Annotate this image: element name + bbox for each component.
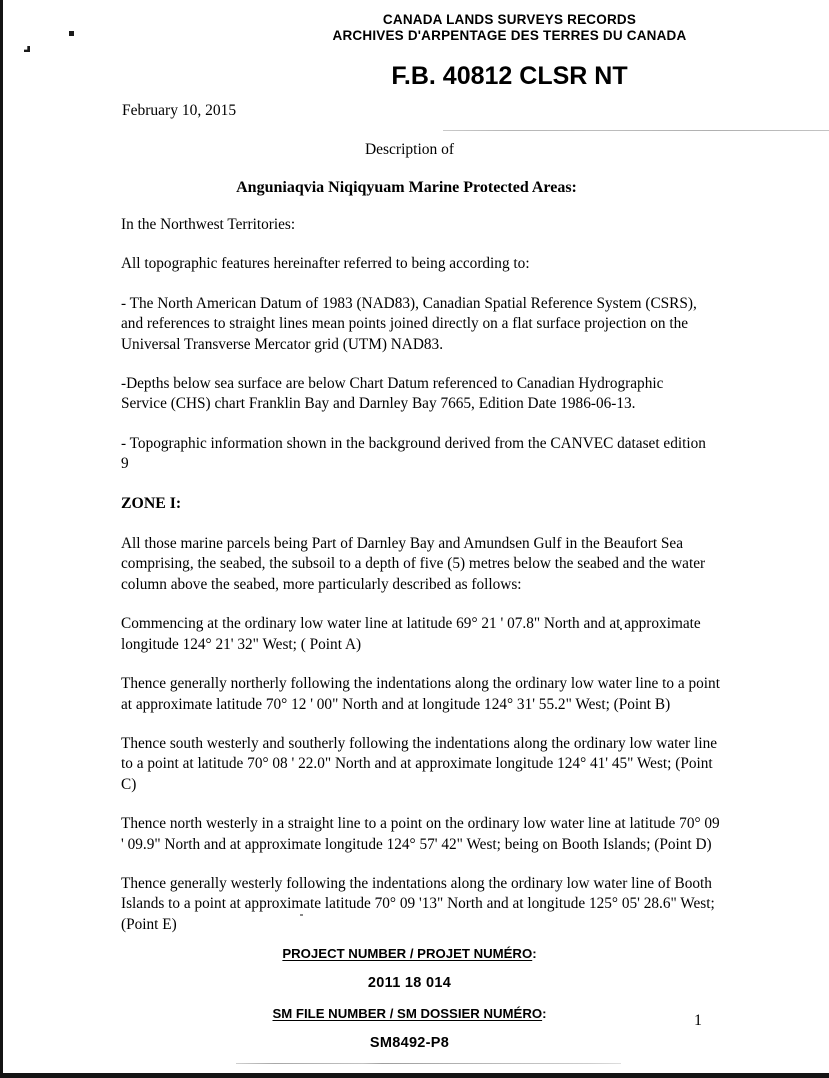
body-paragraph: All topographic features hereinafter referred to being according to: xyxy=(121,255,530,273)
records-header-line-2: ARCHIVES D'ARPENTAGE DES TERRES DU CANADA xyxy=(332,28,687,43)
field-book-number: F.B. 40812 CLSR NT xyxy=(391,62,628,90)
page-title: Anguniaqvia Niqiqyuam Marine Protected Areas: xyxy=(236,179,577,196)
scan-artifact-rule-bottom xyxy=(236,1063,621,1064)
document-date: February 10, 2015 xyxy=(122,102,237,119)
project-number-label-colon: : xyxy=(532,946,537,961)
project-number-label xyxy=(0,946,829,961)
zone-paragraph: All those marine parcels being Part of Darnley Bay and Amundsen Gulf in the Beaufort Sea comprising, the seabed, the subsoil to a depth of five (5) metres below the seabed and the water column above the seabed, more particularly described as follows: xyxy=(121,535,706,593)
project-number-label-text: PROJECT NUMBER / PROJET NUMÉRO xyxy=(282,946,533,961)
zone-paragraph: Thence generally northerly following the indentations along the ordinary low water line to a point at approximate latitude 70° 12 ' 00" North and at longitude 124° 31' 55.2" West; (Point B) xyxy=(121,675,720,713)
scan-edge-bottom xyxy=(0,1073,829,1078)
page-number: 1 xyxy=(694,1012,702,1029)
sm-file-number-label-text: SM FILE NUMBER / SM DOSSIER NUMÉRO xyxy=(272,1006,543,1021)
zone-paragraph: Commencing at the ordinary low water line at latitude 69° 21 ' 07.8" North and at approximate longitude 124° 21' 32" West; ( Point A) xyxy=(121,615,701,653)
body-paragraph: In the Northwest Territories: xyxy=(121,216,296,233)
sm-file-number-label-colon: : xyxy=(542,1006,547,1021)
project-number-value: 2011 18 014 xyxy=(367,975,452,991)
scan-edge-left xyxy=(0,0,3,1078)
zone-paragraph: Thence generally westerly following the indentations along the ordinary low water line of Booth Islands to a point at approximate latitude 70° 09 '13" North and at longitude 125° 05' 28.6" West; (Point E) xyxy=(121,874,715,933)
description-of-label: Description of xyxy=(364,141,455,158)
zone-paragraph: Thence south westerly and southerly following the indentations along the ordinary low water line to a point at latitude 70° 08 ' 22.0" North and at approximate longitude 124° 41' 45" West; (Point C) xyxy=(121,734,718,793)
body-paragraph: -Depths below sea surface are below Chart Datum referenced to Canadian Hydrographic Service (CHS) chart Franklin Bay and Darnley Bay 7665, Edition Date 1986-06-13. xyxy=(121,375,664,413)
scan-artifact-rule-top xyxy=(443,130,829,131)
body-paragraph: - Topographic information shown in the background derived from the CANVEC dataset edition 9 xyxy=(121,434,706,473)
sm-file-number-label xyxy=(0,1006,829,1021)
body-paragraph: - The North American Datum of 1983 (NAD83), Canadian Spatial Reference System (CSRS), and references to straight lines mean points joined directly on a flat surface projection on the Universal Transverse Mercator grid (UTM) NAD83. xyxy=(121,294,697,353)
zone-paragraph: Thence north westerly in a straight line to a point on the ordinary low water line at latitude 70° 09 ' 09.9" North and at approximate longitude 124° 57' 42" West; being on Booth Islands; (Point D) xyxy=(121,815,720,853)
scan-speckle-icon xyxy=(24,46,30,52)
records-header-line-1: CANADA LANDS SURVEYS RECORDS xyxy=(382,12,637,27)
sm-file-number-value: SM8492-P8 xyxy=(369,1035,450,1051)
document-body xyxy=(121,215,720,954)
zone-heading: ZONE I: xyxy=(121,494,182,512)
